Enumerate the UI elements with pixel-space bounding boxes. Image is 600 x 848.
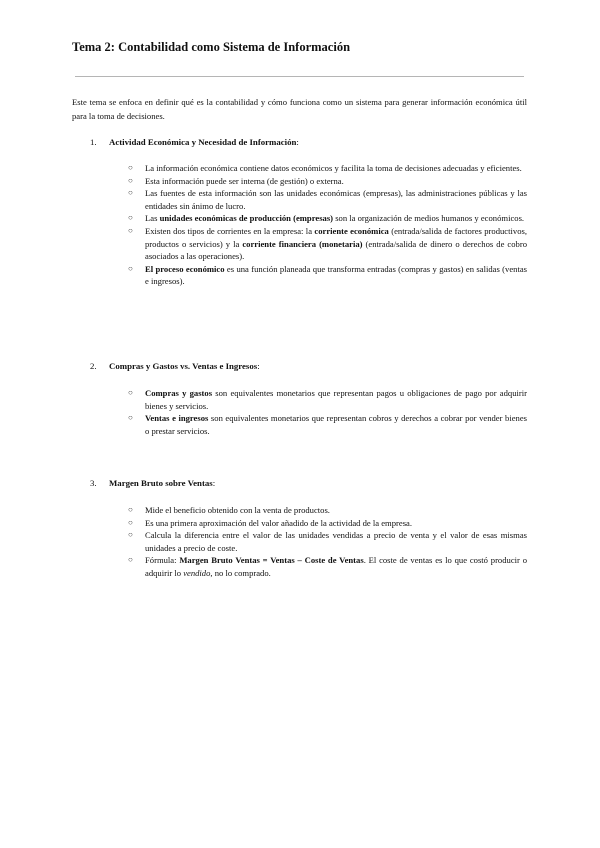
- section-number: 1.: [90, 137, 97, 147]
- list-item: ○ Es una primera aproximación del valor añadido de la actividad de la empresa.: [128, 517, 413, 528]
- section-list-3: [128, 504, 527, 580]
- intro-paragraph: Este tema se enfoca en definir qué es la contabilidad y cómo funciona como un sistema para generar información económica útil para la toma de decisiones.: [72, 97, 527, 121]
- bullet-circle-icon: ○: [128, 213, 133, 223]
- section-title: Margen Bruto sobre Ventas: [109, 478, 213, 488]
- bullet-circle-icon: ○: [128, 225, 133, 235]
- section-list-2: [128, 387, 527, 437]
- section-heading-2: 2. Compras y Gastos vs. Ventas e Ingresos:: [90, 361, 260, 371]
- bullet-circle-icon: ○: [128, 413, 133, 423]
- section-title: Actividad Económica y Necesidad de Información: [109, 137, 297, 147]
- list-item: ○ El proceso económico es una función planeada que transforma entradas (compras y gastos) en salidas (ventas e ingresos).: [128, 263, 527, 287]
- section-number: 2.: [90, 361, 97, 371]
- bullet-circle-icon: ○: [128, 517, 133, 527]
- bullet-circle-icon: ○: [128, 175, 133, 185]
- bullet-circle-icon: ○: [128, 388, 133, 397]
- section-list-1: [128, 162, 527, 288]
- list-item: ○ Ventas e ingresos son equivalentes monetarios que representan cobros y derechos a cobrar por vender bienes o prestar servicios.: [128, 413, 527, 436]
- list-item: ○ Las unidades económicas de producción (empresas) son la organización de medios humanos y económicos.: [128, 213, 525, 224]
- section-title: Compras y Gastos vs. Ventas e Ingresos: [109, 361, 258, 371]
- bullet-circle-icon: ○: [128, 163, 133, 172]
- bullet-circle-icon: ○: [128, 188, 133, 198]
- list-item: ○ Existen dos tipos de corrientes en la empresa: la corriente económica (entrada/salida de factores productivos, productos o servicios) y la corriente financiera (monetaria) (entrada/salida de dinero o derechos de cobro asociados a las operaciones).: [128, 225, 527, 262]
- list-item: ○ Compras y gastos son equivalentes monetarios que representan pagos u obligaciones de pago por adquirir bienes y servicios.: [128, 388, 528, 411]
- section-heading-1: 1. Actividad Económica y Necesidad de Información:: [90, 137, 299, 147]
- list-item: ○ Calcula la diferencia entre el valor de las unidades vendidas a precio de venta y el valor de esas mismas unidades a precio de coste.: [128, 530, 527, 553]
- list-item: ○ La información económica contiene datos económicos y facilita la toma de decisiones adecuadas y eficientes.: [128, 163, 522, 173]
- bullet-circle-icon: ○: [128, 505, 133, 514]
- section-heading-3: 3. Margen Bruto sobre Ventas:: [90, 478, 216, 488]
- horizontal-rule: [75, 76, 524, 77]
- bullet-circle-icon: ○: [128, 263, 133, 273]
- bullet-circle-icon: ○: [128, 530, 133, 540]
- document-title: Tema 2: Contabilidad como Sistema de Información: [72, 40, 351, 54]
- list-item: ○ Fórmula: Margen Bruto Ventas = Ventas – Coste de Ventas. El coste de ventas es lo que costó producir o adquirir lo vendido, no lo comprado.: [128, 555, 527, 578]
- list-item: ○ Mide el beneficio obtenido con la venta de productos.: [128, 505, 330, 515]
- list-item: ○ Las fuentes de esta información son las unidades económicas (empresas), las administraciones públicas y las entidades sin ánimo de lucro.: [128, 188, 527, 211]
- section-number: 3.: [90, 478, 97, 488]
- list-item: ○ Esta información puede ser interna (de gestión) o externa.: [128, 175, 344, 186]
- bullet-circle-icon: ○: [128, 555, 133, 565]
